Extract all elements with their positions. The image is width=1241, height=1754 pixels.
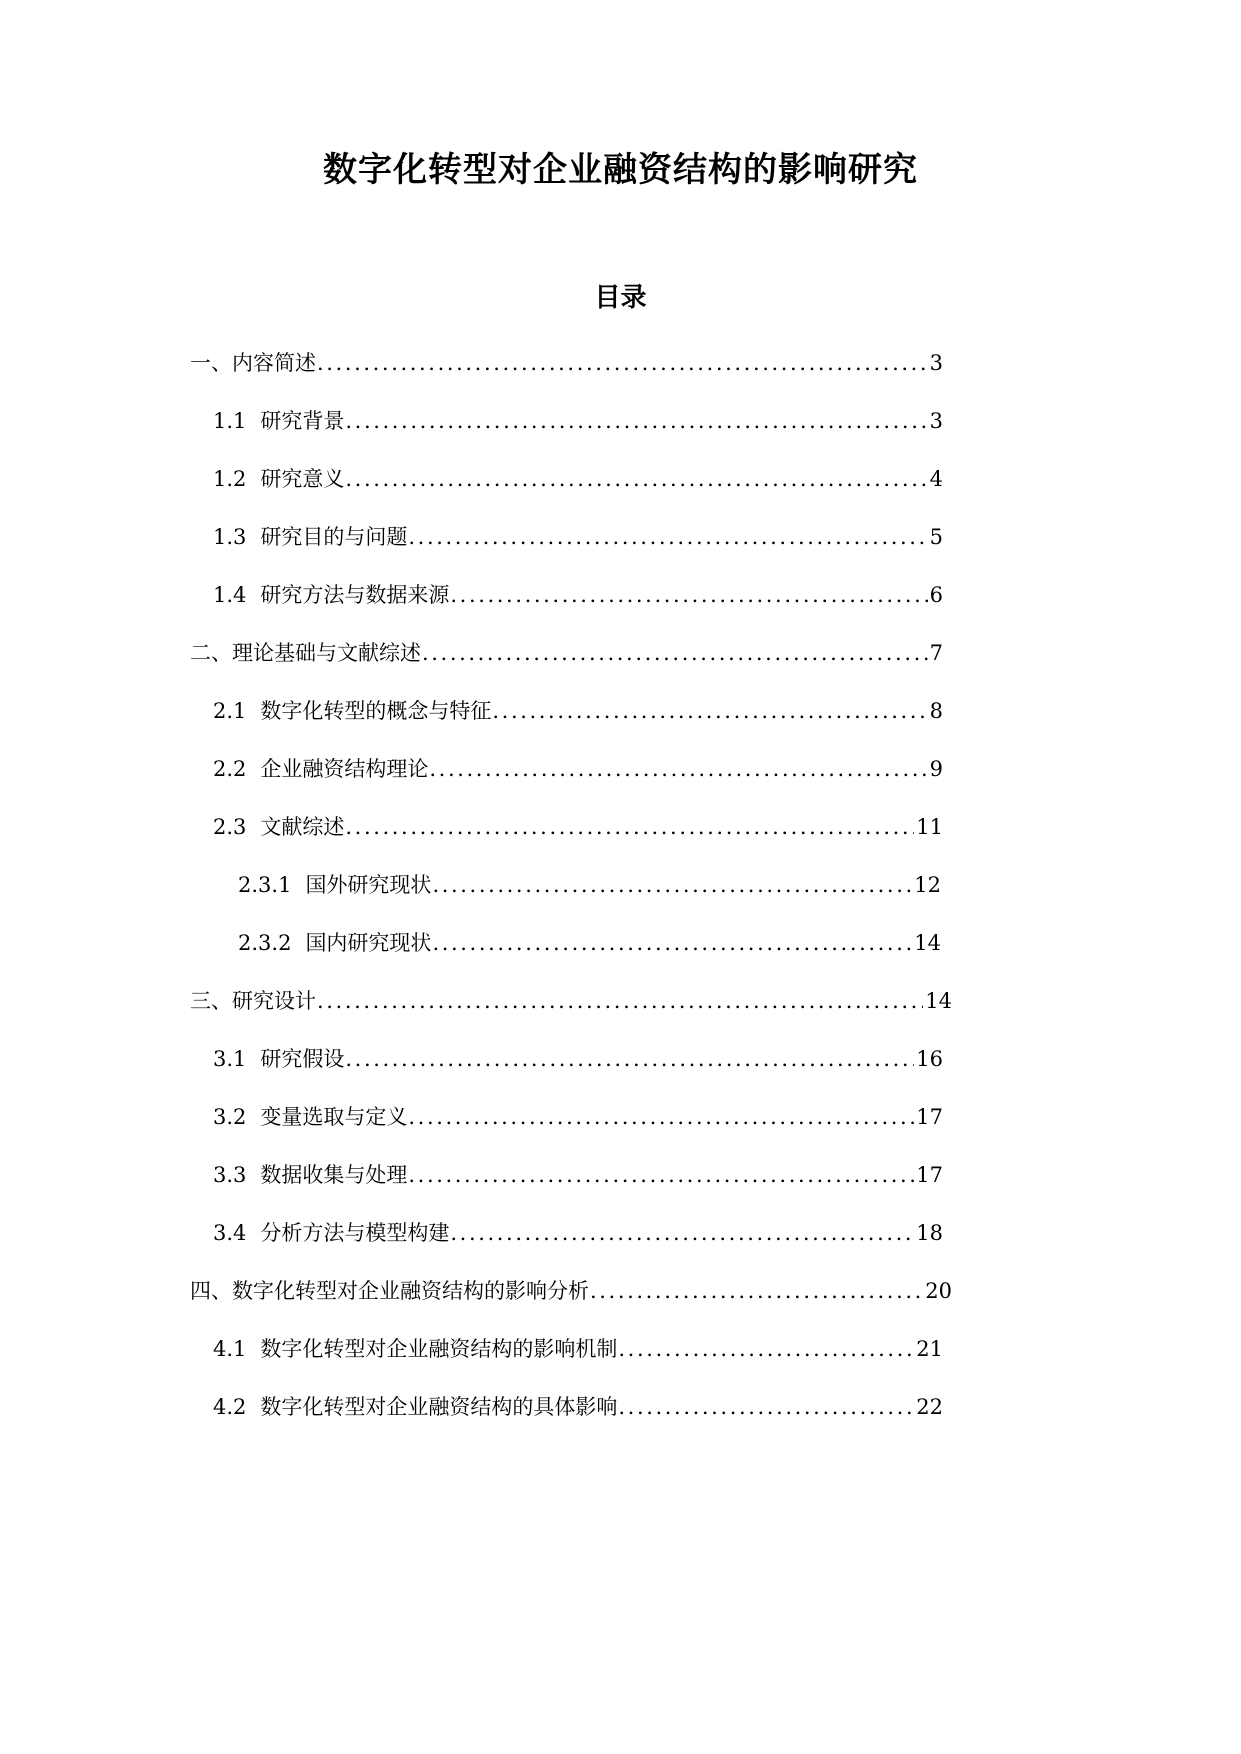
toc-entry-page: 11 xyxy=(916,815,943,839)
toc-heading: 目录 xyxy=(594,283,647,313)
toc-leader xyxy=(317,348,928,378)
toc-entry-page: 6 xyxy=(929,583,943,607)
toc-entry-page: 14 xyxy=(914,931,941,955)
toc-entry[interactable] xyxy=(190,986,952,1016)
toc-leader xyxy=(408,1160,914,1190)
toc-entry-page: 22 xyxy=(916,1395,943,1419)
toc-leader xyxy=(432,870,912,900)
toc-entry[interactable] xyxy=(213,1334,943,1364)
toc-leader xyxy=(345,812,914,842)
toc-entry[interactable] xyxy=(238,928,941,958)
toc-leader xyxy=(618,1334,914,1364)
toc-entry-number: 1.1 xyxy=(213,409,247,433)
toc-entry-title: 四、数字化转型对企业融资结构的影响分析 xyxy=(190,1279,589,1303)
toc-leader xyxy=(590,1276,923,1306)
toc-entry[interactable] xyxy=(190,638,943,668)
toc-leader xyxy=(450,580,927,610)
toc-entry-page: 7 xyxy=(929,641,943,665)
toc-entry[interactable] xyxy=(190,348,943,378)
toc-entry-page: 3 xyxy=(929,351,943,375)
toc-entry-title: 数据收集与处理 xyxy=(260,1163,408,1187)
toc-entry[interactable] xyxy=(213,580,943,610)
toc-entry-title: 文献综述 xyxy=(260,815,345,839)
toc-entry-number: 1.4 xyxy=(213,583,247,607)
toc-entry-page: 9 xyxy=(929,757,943,781)
toc-entry-number: 2.2 xyxy=(213,757,247,781)
toc-entry-page: 20 xyxy=(925,1279,952,1303)
toc-leader xyxy=(422,638,928,668)
toc-entry-title: 企业融资结构理论 xyxy=(260,757,429,781)
toc-entry-number: 3.2 xyxy=(213,1105,247,1129)
toc-entry[interactable] xyxy=(213,1044,943,1074)
toc-entry-number: 3.1 xyxy=(213,1047,247,1071)
toc-entry-title: 一、内容简述 xyxy=(190,351,316,375)
toc-entry[interactable] xyxy=(213,464,943,494)
toc-entry-number: 4.1 xyxy=(213,1337,247,1361)
toc-entry-page: 21 xyxy=(916,1337,943,1361)
toc-entry-number: 2.3.2 xyxy=(238,931,292,955)
toc-leader xyxy=(432,928,912,958)
toc-entry-title: 二、理论基础与文献综述 xyxy=(190,641,421,665)
toc-entry-title: 研究方法与数据来源 xyxy=(260,583,450,607)
toc-entry-number: 3.4 xyxy=(213,1221,247,1245)
document-title: 数字化转型对企业融资结构的影响研究 xyxy=(323,150,918,190)
toc-entry-title: 数字化转型对企业融资结构的具体影响 xyxy=(260,1395,618,1419)
toc-entry-title: 研究目的与问题 xyxy=(260,525,408,549)
toc-entry-title: 数字化转型的概念与特征 xyxy=(260,699,492,723)
toc-leader xyxy=(345,406,927,436)
toc-entry-title: 国内研究现状 xyxy=(305,931,432,955)
toc-leader xyxy=(408,522,927,552)
toc-entry-number: 2.3 xyxy=(213,815,247,839)
toc-entry-page: 17 xyxy=(916,1105,943,1129)
toc-entry-page: 14 xyxy=(925,989,952,1013)
toc-leader xyxy=(492,696,927,726)
toc-entry-title: 数字化转型对企业融资结构的影响机制 xyxy=(260,1337,618,1361)
toc-leader xyxy=(408,1102,914,1132)
toc-leader xyxy=(450,1218,914,1248)
toc-entry-title: 国外研究现状 xyxy=(305,873,432,897)
toc-entry-title: 三、研究设计 xyxy=(190,989,316,1013)
toc-entry-title: 变量选取与定义 xyxy=(260,1105,408,1129)
toc-entry[interactable] xyxy=(238,870,941,900)
toc-entry-page: 16 xyxy=(916,1047,943,1071)
toc-entry-page: 3 xyxy=(929,409,943,433)
toc-entry[interactable] xyxy=(213,812,943,842)
toc-leader xyxy=(429,754,927,784)
toc-entry[interactable] xyxy=(213,406,943,436)
toc-entry-title: 研究意义 xyxy=(260,467,345,491)
toc-entry-page: 5 xyxy=(929,525,943,549)
toc-entry-number: 2.3.1 xyxy=(238,873,292,897)
toc-entry-title: 研究假设 xyxy=(260,1047,345,1071)
toc-entry[interactable] xyxy=(190,1276,952,1306)
toc-leader xyxy=(345,464,927,494)
toc-entry-number: 1.2 xyxy=(213,467,247,491)
toc-entry[interactable] xyxy=(213,1218,943,1248)
toc-entry[interactable] xyxy=(213,1102,943,1132)
toc-entry-number: 1.3 xyxy=(213,525,247,549)
toc-entry[interactable] xyxy=(213,1160,943,1190)
toc-entry-number: 2.1 xyxy=(213,699,247,723)
toc-entry-title: 分析方法与模型构建 xyxy=(260,1221,450,1245)
toc-leader xyxy=(345,1044,914,1074)
toc-entry-number: 3.3 xyxy=(213,1163,247,1187)
toc-entry-page: 8 xyxy=(929,699,943,723)
toc-leader xyxy=(317,986,923,1016)
toc-entry[interactable] xyxy=(213,754,943,784)
toc-entry[interactable] xyxy=(213,1392,943,1422)
toc-entry-number: 4.2 xyxy=(213,1395,247,1419)
toc-entry-title: 研究背景 xyxy=(260,409,345,433)
toc-entry-page: 4 xyxy=(929,467,943,491)
toc-entry-page: 18 xyxy=(916,1221,943,1245)
toc-entry[interactable] xyxy=(213,522,943,552)
toc-entry-page: 17 xyxy=(916,1163,943,1187)
toc-leader xyxy=(618,1392,914,1422)
toc-entry[interactable] xyxy=(213,696,943,726)
toc-entry-page: 12 xyxy=(914,873,941,897)
